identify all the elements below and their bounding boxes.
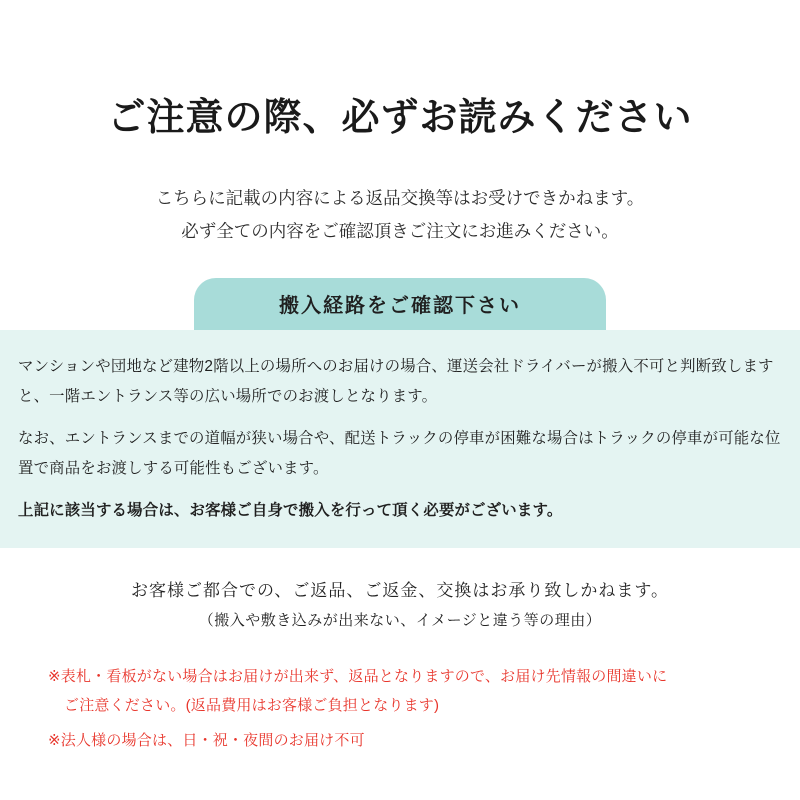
banner-container — [0, 278, 800, 330]
panel-paragraph-2: なお、エントランスまでの道幅が狭い場合や、配送トラックの停車が困難な場合はトラックの停車が可能な位置で商品をお渡しする可能性もございます。 — [18, 430, 781, 478]
warning-notes — [0, 662, 800, 756]
page-title: ご注意の際、必ずお読みください — [107, 97, 693, 139]
return-policy-line-2: （搬入や敷き込みが出来ない、イメージと違う等の理由） — [198, 612, 602, 630]
lead-line-1: こちらに記載の内容による返品交換等はお受けできかねます。 — [155, 187, 645, 208]
delivery-route-panel — [0, 330, 800, 548]
panel-paragraph-1: マンションや団地など建物2階以上の場所へのお届けの場合、運送会社ドライバーが搬入不可と判断致しますと、一階エントランス等の広い場所でのお渡しとなります。 — [18, 358, 774, 406]
section-banner: 搬入経路をご確認下さい — [194, 278, 606, 330]
lead-line-2: 必ず全ての内容をご確認頂きご注文にお進みください。 — [181, 221, 619, 242]
warning-note-1 — [48, 662, 800, 721]
return-policy-line-1: お客様ご都合での、ご返品、ご返金、交換はお承り致しかねます。 — [131, 581, 669, 601]
warning-note-1-line-2: ご注意ください。(返品費用はお客様ご負担となります) — [64, 696, 440, 714]
panel-paragraph-bold: 上記に該当する場合は、お客様ご自身で搬入を行って頂く必要がございます。 — [18, 502, 563, 520]
lead-paragraph — [0, 140, 800, 249]
warning-note-1-line-1: ※表札・看板がない場合はお届けが出来ず、返品となりますので、お届け先情報の間違いに — [48, 667, 668, 685]
return-policy-block — [0, 576, 800, 635]
warning-note-2: ※法人様の場合は、日・祝・夜間のお届け不可 — [48, 732, 365, 750]
